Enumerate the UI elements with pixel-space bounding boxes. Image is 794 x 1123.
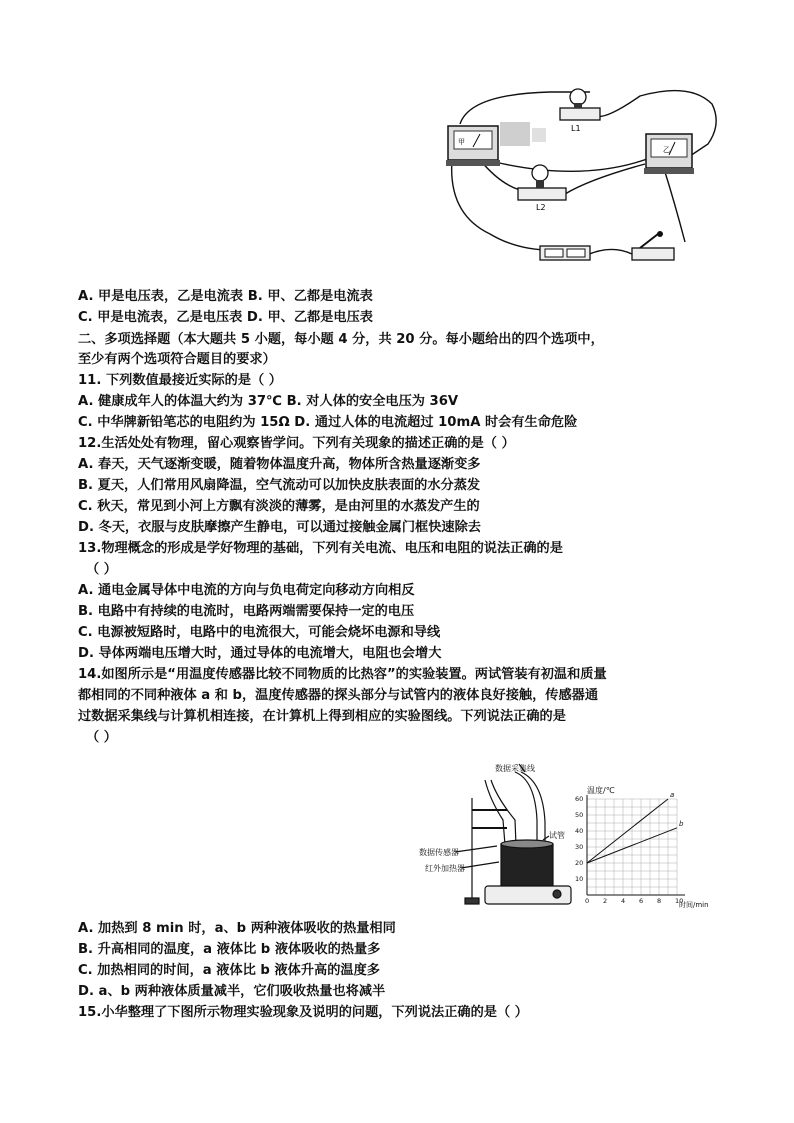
ammeter-voltmeter-yi: [644, 134, 694, 174]
meter-yi-label: 乙: [663, 146, 670, 154]
q11-option-row: A. 健康成年人的体温大约为 37℃ B. 对人体的安全电压为 36V: [78, 394, 459, 409]
meter-jia-label: 甲: [458, 138, 465, 146]
q12-option-a: A. 春天，天气逐渐变暖，随着物体温度升高，物体所含热量逐渐变多: [78, 457, 481, 472]
series-label-b: b: [679, 819, 684, 828]
y-tick-label: 10: [575, 875, 584, 883]
q14-stem-blank: （ ）: [86, 730, 117, 745]
y-tick-label: 30: [575, 843, 584, 851]
q13-stem-blank: （ ）: [86, 562, 117, 577]
q11-stem: 11. 下列数值最接近实际的是（ ）: [78, 373, 282, 388]
q14-stem: 都相同的不同种液体 a 和 b，温度传感器的探头部分与试管内的液体良好接触，传感器通: [78, 688, 599, 703]
q12-option-d: D. 冬天，衣服与皮肤摩擦产生静电，可以通过接触金属门框快速除去: [78, 520, 481, 535]
x-tick-label: 0: [585, 897, 590, 905]
section-heading: 二、多项选择题（本大题共 5 小题，每小题 4 分，共 20 分。每小题给出的四个选项中，: [78, 332, 604, 347]
q13-option-d: D. 导体两端电压增大时，通过导体的电流增大，电阻也会增大: [78, 646, 442, 661]
x-tick-label: 4: [621, 897, 626, 905]
circuit-figure: [440, 84, 730, 274]
lamp-l1-label: L1: [571, 124, 581, 133]
lamp-l2-label: L2: [536, 203, 546, 212]
q12-option-b: B. 夏天，人们常用风扇降温，空气流动可以加快皮肤表面的水分蒸发: [78, 478, 481, 493]
apparatus-label-cable: 数据采集线: [495, 764, 535, 773]
q13-option-c: C. 电源被短路时，电路中的电流很大，可能会烧坏电源和导线: [78, 625, 441, 640]
q14-option-a: A. 加热到 8 min 时，a、b 两种液体吸收的热量相同: [78, 921, 396, 936]
y-tick-label: 40: [575, 827, 584, 835]
wire: [665, 172, 685, 242]
x-tick-label: 10: [675, 897, 684, 905]
q12-option-c: C. 秋天，常见到小河上方飘有淡淡的薄雾，是由河里的水蒸发产生的: [78, 499, 480, 514]
switch: [632, 231, 674, 260]
wire: [495, 154, 660, 171]
chart-xlabel: 时间/min: [679, 901, 709, 909]
q15-stem: 15.小华整理了下图所示物理实验现象及说明的问题，下列说法正确的是（ ）: [78, 1005, 528, 1020]
q14-option-d: D. a、b 两种液体质量减半，它们吸收热量也将减半: [78, 984, 386, 999]
q12-stem: 12.生活处处有物理，留心观察皆学问。下列有关现象的描述正确的是（ ）: [78, 436, 515, 451]
x-tick-label: 8: [657, 897, 662, 905]
q13-option-a: A. 通电金属导体中电流的方向与负电荷定向移动方向相反: [78, 583, 415, 598]
y-tick-label: 60: [575, 795, 584, 803]
x-tick-label: 6: [639, 897, 644, 905]
lamp-l1: [560, 89, 600, 133]
battery: [540, 246, 590, 260]
q10-option-row: A. 甲是电压表，乙是电流表 B. 甲、乙都是电流表: [78, 289, 373, 304]
y-tick-label: 20: [575, 859, 584, 867]
apparatus-label-tube: 试管: [549, 831, 565, 840]
y-tick-label: 50: [575, 811, 584, 819]
q14-stem: 过数据采集线与计算机相连接，在计算机上得到相应的实验图线。下列说法正确的是: [78, 709, 566, 724]
x-tick-label: 2: [603, 897, 608, 905]
q14-option-c: C. 加热相同的时间，a 液体比 b 液体升高的温度多: [78, 963, 380, 978]
wire: [585, 249, 632, 256]
apparatus-label-sensor: 数据传感器: [419, 848, 459, 857]
q14-stem: 14.如图所示是“用温度传感器比较不同物质的比热容”的实验装置。两试管装有初温和质量: [78, 667, 607, 682]
ammeter-voltmeter-jia: [446, 126, 500, 166]
q13-stem: 13.物理概念的形成是学好物理的基础，下列有关电流、电压和电阻的说法正确的是: [78, 541, 563, 556]
series-label-a: a: [670, 791, 675, 799]
temperature-time-chart: [565, 785, 715, 913]
q10-option-row: C. 甲是电流表，乙是电压表 D. 甲、乙都是电压表: [78, 310, 373, 325]
q13-option-b: B. 电路中有持续的电流时，电路两端需要保持一定的电压: [78, 604, 415, 619]
chart-ylabel: 温度/℃: [587, 786, 615, 795]
q14-option-b: B. 升高相同的温度，a 液体比 b 液体吸收的热量多: [78, 942, 381, 957]
q11-option-row: C. 中华牌新铅笔芯的电阻约为 15Ω D. 通过人体的电流超过 10mA 时会有生命危险: [78, 415, 578, 430]
apparatus-label-heater: 红外加热器: [425, 864, 465, 873]
lamp-l2: [518, 165, 566, 212]
section-heading: 至少有两个选项符合题目的要求）: [78, 352, 276, 367]
apparatus-figure: [419, 760, 575, 912]
